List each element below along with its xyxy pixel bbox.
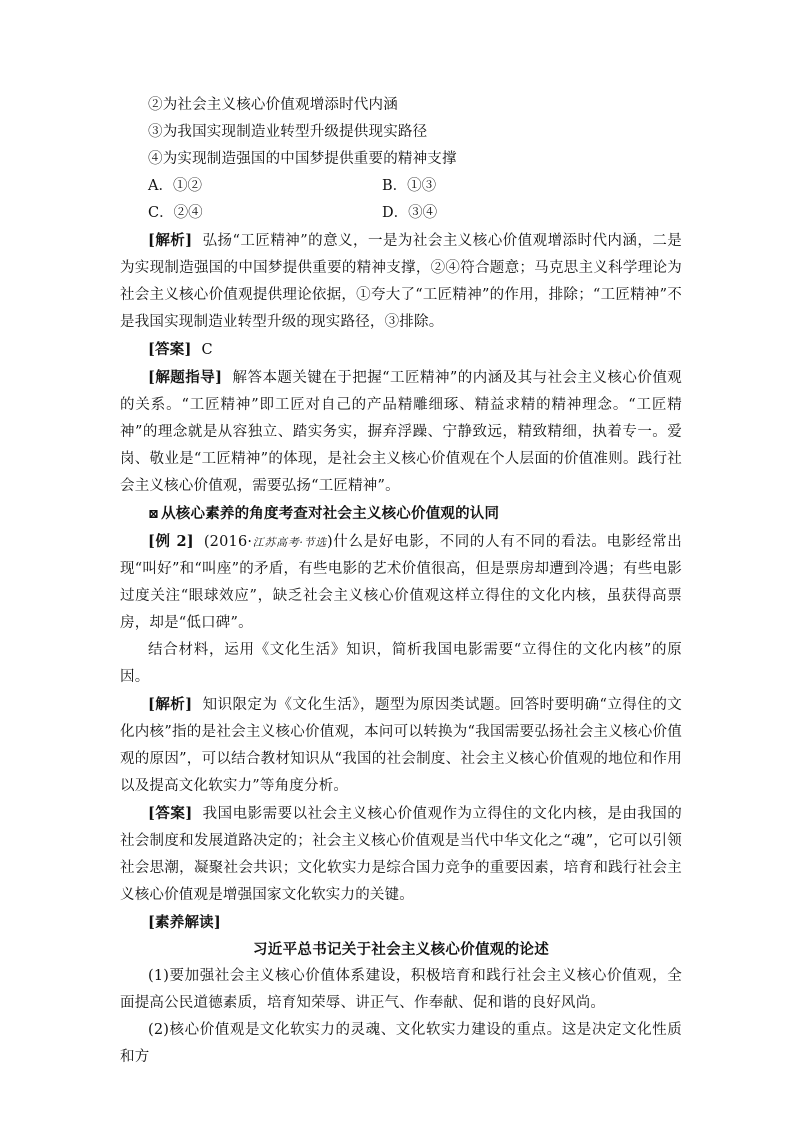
- answer-1: [120, 336, 682, 364]
- example-2-close: ): [326, 534, 333, 550]
- example-2-text: 什么是好电影，不同的人有不同的看法。电影经常出现“叫好”和“叫座”的矛盾，有些电影的艺术价值很高，但是票房却遭到冷遇；有些电影过度关注“眼球效应”，缺乏社会主义核心价值观这样立得住的文化内核，虽获得高票房，却是“低口碑”。: [120, 534, 682, 631]
- answer-2-text: 我国电影需要以社会主义核心价值观作为立得住的文化内核，是由我国的社会制度和发展道路决定的；社会主义核心价值观是当代中华文化之“魂”，它可以引领社会思潮，凝聚社会共识；文化软实力是综合国力竞争的重要因素，培育和践行社会主义核心价值观是增强国家文化软实力的关键。: [120, 806, 682, 903]
- analysis-1-text: 弘扬“工匠精神”的意义，一是为社会主义核心价值观增添时代内涵，二是为实现制造强国的中国梦提供重要的精神支撑，②④符合题意；马克思主义科学理论为社会主义核心价值观提供理论依据，①夸大了“工匠精神”的作用，排除；“工匠精神”不是我国实现制造业转型升级的现实路径，③排除。: [120, 233, 682, 330]
- example-2-source: 江苏高考·节选: [252, 536, 327, 549]
- analysis-2-text: 知识限定为《文化生活》，题型为原因类试题。回答时要明确“立得住的文化内核”指的是社会主义核心价值观，本问可以转换为“我国需要弘扬社会主义核心价值观的原因”，可以结合教材知识从“我国的社会制度、社会主义核心价值观的地位和作用以及提高文化软实力”等角度分析。: [120, 697, 682, 794]
- options-row-2: [120, 200, 682, 227]
- question: 结合材料，运用《文化生活》知识，简析我国电影需要“立得住的文化内核”的原因。: [120, 642, 682, 685]
- statement-4: ④为实现制造强国的中国梦提供重要的精神支撑: [148, 151, 457, 167]
- solution-guide: [120, 364, 682, 500]
- option-c: C．②④: [148, 205, 203, 221]
- example-2-year: (2016·: [203, 534, 253, 550]
- options-row-1: [120, 173, 682, 200]
- statement-2: ②为社会主义核心价值观增添时代内涵: [148, 97, 398, 113]
- solution-guide-tag: [解题指导]: [148, 369, 223, 386]
- answer-2: [120, 800, 682, 909]
- option-a: A．①②: [148, 178, 202, 194]
- section-heading: [120, 500, 682, 528]
- literacy-tag: [素养解读]: [148, 914, 221, 931]
- option-d: D．③④: [382, 205, 438, 221]
- analysis-2: [120, 691, 682, 800]
- section-mark-icon: ⊠: [148, 507, 160, 522]
- answer-1-text: C: [201, 342, 213, 358]
- analysis-1: [120, 227, 682, 336]
- literacy-item-2: (2)核心价值观是文化软实力的灵魂、文化软实力建设的重点。这是决定文化性质和方: [120, 1022, 682, 1065]
- example-2: [120, 528, 682, 637]
- answer-2-tag: [答案]: [148, 805, 193, 822]
- statement-3: ③为我国实现制造业转型升级提供现实路径: [148, 124, 428, 140]
- literacy-title: 习近平总书记关于社会主义核心价值观的论述: [253, 941, 549, 958]
- literacy-item-1: (1)要加强社会主义核心价值体系建设，积极培育和践行社会主义核心价值观，全面提高公民道德素质，培育知荣辱、讲正气、作奉献、促和谐的良好风尚。: [120, 968, 682, 1011]
- analysis-1-tag: [解析]: [148, 232, 193, 249]
- solution-guide-text: 解答本题关键在于把握“工匠精神”的内涵及其与社会主义核心价值观的关系。“工匠精神”即工匠对自己的产品精雕细琢、精益求精的精神理念。“工匠精神”的理念就是从容独立、踏实务实，摒弃浮躁、宁静致远，精致精细，执着专一。爱岗、敬业是“工匠精神”的体现，是社会主义核心价值观在个人层面的价值准则。践行社会主义核心价值观，需要弘扬“工匠精神”。: [120, 370, 682, 494]
- section-heading-text: 从核心素养的角度考查对社会主义核心价值观的认同: [161, 505, 500, 522]
- analysis-2-tag: [解析]: [148, 696, 193, 713]
- answer-1-tag: [答案]: [148, 341, 192, 358]
- option-b: B．①③: [382, 178, 437, 194]
- example-2-label: [例 2]: [148, 533, 194, 550]
